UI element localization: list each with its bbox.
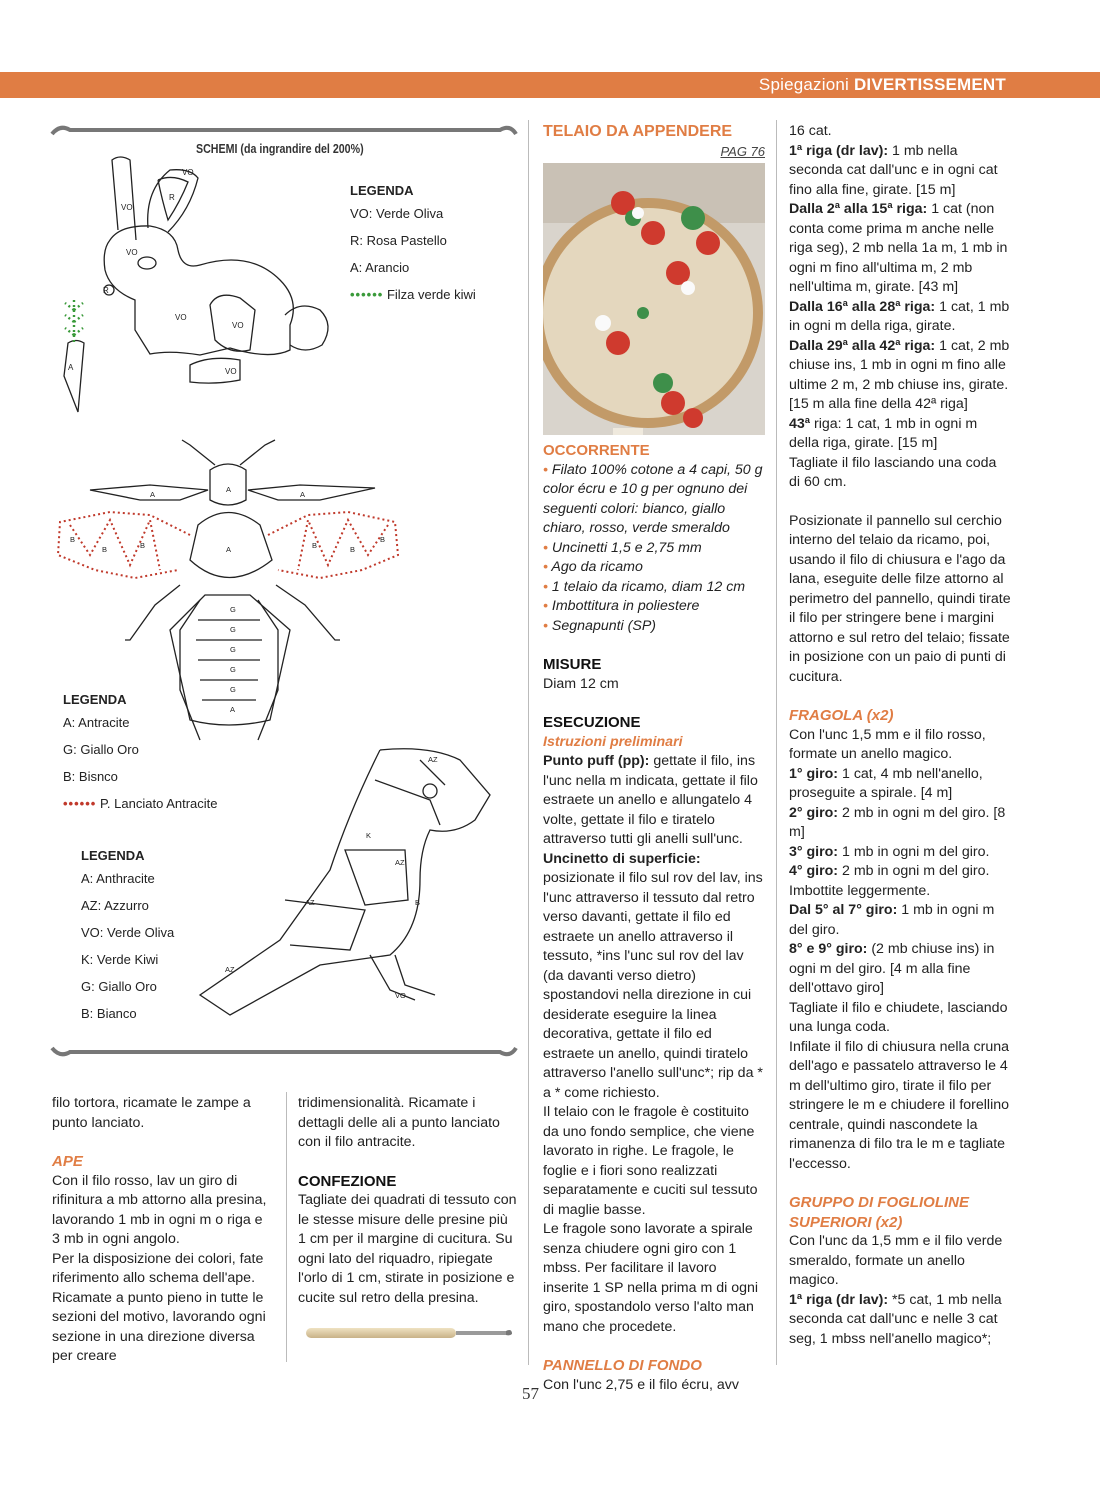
bird-legend — [81, 848, 174, 1033]
section-heading-misure: MISURE — [543, 656, 602, 673]
svg-text:A: A — [226, 485, 232, 494]
paragraph: Diam 12 cm — [543, 675, 619, 692]
paragraph: 1° giro: 1 cat, 4 mb nell'anello, proseguite a spirale. [4 m] — [789, 765, 983, 801]
header-section: Spiegazioni — [758, 75, 850, 94]
section-heading-occorrente: OCCORRENTE — [543, 442, 650, 459]
legend-item: B: Bianco — [81, 1006, 137, 1021]
rabbit-label: R — [103, 286, 109, 295]
svg-text:G: G — [230, 645, 236, 654]
legend-item: K: Verde Kiwi — [81, 952, 159, 967]
rabbit-label: VO — [225, 367, 237, 376]
green-dotted-line-icon: •••••• — [350, 287, 384, 302]
legend-item: A: Antracite — [63, 715, 130, 730]
svg-text:B: B — [102, 545, 108, 554]
paragraph: Ricamate a punto pieno in tutte le sezioni del motivo, lavorando ogni sezione in una direzione diversa per creare — [52, 1289, 266, 1364]
legend-item: AZ: Azzurro — [81, 898, 149, 913]
paragraph: Tagliate il filo e chiudete, lasciando una lunga coda. — [789, 999, 1008, 1035]
project-photo — [543, 163, 765, 435]
svg-text:A: A — [150, 490, 156, 499]
legend-item: G: Giallo Oro — [81, 979, 157, 994]
list-item: • Imbottitura in poliestere — [543, 598, 700, 614]
legend-item-label: P. Lanciato Antracite — [99, 796, 218, 811]
paragraph: Imbottite leggermente. — [789, 882, 931, 899]
bird-diagram — [190, 740, 510, 1020]
rabbit-label: VO — [182, 168, 194, 177]
column-divider — [286, 1092, 287, 1362]
list-item: • Filato 100% cotone a 4 capi, 50 g color écru e 10 g per ognuno dei seguenti colori: bianco, giallo chiaro, rosso, verde smeraldo — [543, 461, 763, 536]
svg-text:G: G — [230, 685, 236, 694]
column-divider — [528, 120, 529, 1365]
svg-text:B: B — [380, 535, 386, 544]
svg-text:AZ: AZ — [225, 965, 235, 974]
svg-text:B: B — [415, 898, 421, 907]
rabbit-label: A — [68, 363, 74, 372]
schemes-title: SCHEMI (da ingrandire del 200%) — [196, 141, 364, 156]
paragraph: Dal 5° al 7° giro: 1 mb in ogni m del giro. — [789, 902, 995, 938]
right-column — [789, 122, 1011, 1349]
rabbit-label: VO — [232, 321, 244, 330]
list-item: • Ago da ricamo — [543, 559, 643, 575]
section-heading-gruppo: GRUPPO DI FOGLIOLINE SUPERIORI (x2) — [789, 1194, 970, 1231]
legend-item: VO: Verde Oliva — [81, 925, 175, 940]
legend-heading: LEGENDA — [63, 692, 127, 707]
legend-heading: LEGENDA — [350, 183, 414, 198]
red-dotted-line-icon: •••••• — [63, 796, 97, 811]
paragraph: tridimensionalità. Ricamate i dettagli delle ali a punto lanciato con il filo antracite. — [298, 1095, 500, 1150]
paragraph: filo tortora, ricamate le zampe a punto lanciato. — [52, 1095, 251, 1131]
crochet-hook-icon — [298, 1318, 518, 1348]
svg-text:G: G — [230, 605, 236, 614]
paragraph: 16 cat. — [789, 123, 832, 139]
svg-text:AZ: AZ — [428, 755, 438, 764]
svg-text:A: A — [300, 490, 306, 499]
paragraph: Dalla 16ª alla 28ª riga: 1 cat, 1 mb in ogni m della riga, girate. — [789, 298, 1010, 334]
legend-item: A: Anthracite — [81, 871, 155, 886]
legend-item: G: Giallo Oro — [63, 742, 139, 757]
section-heading-esecuzione: ESECUZIONE — [543, 714, 641, 731]
svg-text:VO: VO — [395, 991, 406, 1000]
paragraph: Tagliate dei quadrati di tessuto con le stesse misure delle presine più 1 cm per il margine di cucitura. Su ogni lato del riquadro, ripiegate l'orlo di 1 cm, stirate in posizione e cucite sul retro della presina. — [298, 1192, 517, 1306]
left-bottom-col1 — [52, 1094, 272, 1367]
left-bottom-col2 — [298, 1094, 518, 1355]
rabbit-diagram — [50, 150, 350, 420]
rabbit-legend — [350, 183, 476, 314]
paragraph: 4° giro: 2 mb in ogni m del giro. — [789, 863, 990, 879]
paragraph: Le fragole sono lavorate a spirale senza chiudere ogni giro con 1 mbss. Per facilitare il lavoro inserite 1 SP nella prima m di ogni giro, spostandolo verso l'alto man mano che procedete. — [543, 1221, 759, 1335]
paragraph: Il telaio con le fragole è costituito da uno fondo semplice, che viene lavorato in righe. Le fragole, le foglie e i fiori sono realizzati separatamente e cuciti sul tessuto di maglie basse. — [543, 1104, 758, 1218]
paragraph: Tagliate il filo lasciando una coda di 60 cm. — [789, 454, 997, 490]
paragraph: 3° giro: 1 mb in ogni m del giro. — [789, 843, 990, 860]
section-heading-pannello: PANNELLO DI FONDO — [543, 1357, 702, 1374]
rabbit-label: VO — [126, 248, 138, 257]
legend-item-label: Filza verde kiwi — [386, 287, 476, 302]
page-number: 57 — [522, 1384, 539, 1403]
header-title: DIVERTISSEMENT — [853, 75, 1006, 94]
list-item: • Segnapunti (SP) — [543, 617, 657, 634]
svg-text:A: A — [230, 705, 236, 714]
header-bar — [0, 72, 1100, 98]
paragraph: 1ª riga (dr lav): 1 mb nella seconda cat dall'unc e in ogni cat fino alla fine, girate. [15 m] — [789, 142, 998, 198]
svg-text:G: G — [230, 625, 236, 634]
paragraph: Dalla 2ª alla 15ª riga: 1 cat (non conta come prima m anche nelle riga seg), 2 mb nella 1a m, 1 mb in ogni m fino all'ultima m, 2 mb nell'ultima m, girate. [43 m] — [789, 201, 1008, 295]
panel-bottom-border — [50, 1042, 518, 1062]
svg-text:B: B — [140, 541, 146, 550]
legend-item: R: Rosa Pastello — [350, 233, 447, 248]
rabbit-label: VO — [175, 313, 187, 322]
paragraph: 43ª riga: 1 cat, 1 mb in ogni m della riga, girate. [15 m] — [789, 415, 978, 451]
paragraph: 1ª riga (dr lav): *5 cat, 1 mb nella seconda cat dall'unc e nelle 3 cat seg, 1 mbss nell'anello magico*; — [789, 1291, 1002, 1347]
svg-text:B: B — [312, 541, 318, 550]
paragraph: Uncinetto di superficie: posizionate il filo sul rov del lav, ins l'unc attraverso il tessuto dal retro verso davanti, gettate il filo ed estraete un anello attraverso il tessuto, *ins l'unc sul rov del lav (da davanti verso dietro) spostandovi nella direzione in cui desiderate eseguire la linea decorativa, gettate il filo ed estraete un anello, quindi tiratelo attraverso l'anello sull'unc*; rip da * a * come richiesto. — [543, 850, 763, 1101]
subheading-istruzioni: Istruzioni preliminari — [543, 733, 683, 750]
paragraph: Punto puff (pp): gettate il filo, ins l'unc nella m indicata, gettate il filo estraete un anello e allungatelo 4 volte, gettate il filo e tiratelo attraverso tutti gli anelli sull'unc. — [543, 753, 758, 847]
paragraph: 2° giro: 2 mb in ogni m del giro. [8 m] — [789, 804, 1006, 840]
paragraph: Con l'unc 2,75 e il filo écru, avv — [543, 1376, 739, 1393]
paragraph: Per la disposizione dei colori, fate riferimento allo schema dell'ape. — [52, 1250, 264, 1286]
header-label — [759, 75, 1006, 95]
section-heading-confezione: CONFEZIONE — [298, 1172, 397, 1190]
middle-column — [543, 122, 765, 1395]
svg-text:B: B — [70, 535, 76, 544]
legend-item-filza — [350, 287, 476, 314]
svg-text:B: B — [350, 545, 356, 554]
svg-text:K: K — [366, 831, 372, 840]
svg-text:A: A — [226, 545, 232, 554]
panel-top-border — [50, 120, 518, 140]
paragraph: Con il filo rosso, lav un giro di rifinitura a mb attorno alla presina, lavorando 1 mb in ogni m o riga e 3 mb in ogni angolo. — [52, 1172, 267, 1247]
paragraph: Infilate il filo di chiusura nella cruna dell'ago e passatelo attraverso le 4 m dell'ultimo giro, tirate il filo per stringere le m e chiudere il forellino centrale, quindi nascondete la rimanenza di filo tra le m e tagliate l'eccesso. — [789, 1038, 1010, 1172]
rabbit-label: R — [169, 193, 175, 202]
svg-text:G: G — [230, 665, 236, 674]
paragraph: Posizionate il pannello sul cerchio interno del telaio da ricamo, poi, usando il filo di chiusura e l'ago da lana, eseguite delle filze attorno al perimetro del pannello, quindi tirate il filo per stringere bene i margini attorno e sul retro del telaio; fissate in posizione con un paio di punti di cucitura. — [789, 512, 1011, 685]
paragraph: Con l'unc da 1,5 mm e il filo verde smeraldo, formate un anello magico. — [789, 1233, 1003, 1288]
paragraph: 8° e 9° giro: (2 mb chiuse ins) in ogni m del giro. [4 m alla fine dell'ottavo giro] — [789, 941, 995, 996]
project-title: TELAIO DA APPENDERE — [543, 123, 733, 140]
column-divider — [776, 120, 777, 1365]
legend-item: A: Arancio — [350, 260, 410, 275]
section-heading-fragola: FRAGOLA (x2) — [789, 707, 894, 724]
paragraph: Dalla 29ª alla 42ª riga: 1 cat, 2 mb chiuse ins, 1 mb in ogni m fino alle ultime 2 m, 2 mb chiuse ins, girate. [15 m alla fine della 42ª riga] — [789, 337, 1010, 412]
page-reference: PAG 76 — [720, 143, 765, 159]
svg-text:AZ: AZ — [305, 898, 315, 907]
svg-text:AZ: AZ — [395, 858, 405, 867]
legend-item: VO: Verde Oliva — [350, 206, 444, 221]
rabbit-label: VO — [121, 203, 133, 212]
legend-heading: LEGENDA — [81, 848, 145, 863]
list-item: • 1 telaio da ricamo, diam 12 cm — [543, 578, 746, 595]
legend-item: B: Bisnco — [63, 769, 118, 784]
paragraph: Con l'unc 1,5 mm e il filo rosso, formate un anello magico. — [789, 726, 986, 762]
section-heading-ape: APE — [52, 1153, 83, 1170]
list-item: • Uncinetti 1,5 e 2,75 mm — [543, 539, 702, 556]
